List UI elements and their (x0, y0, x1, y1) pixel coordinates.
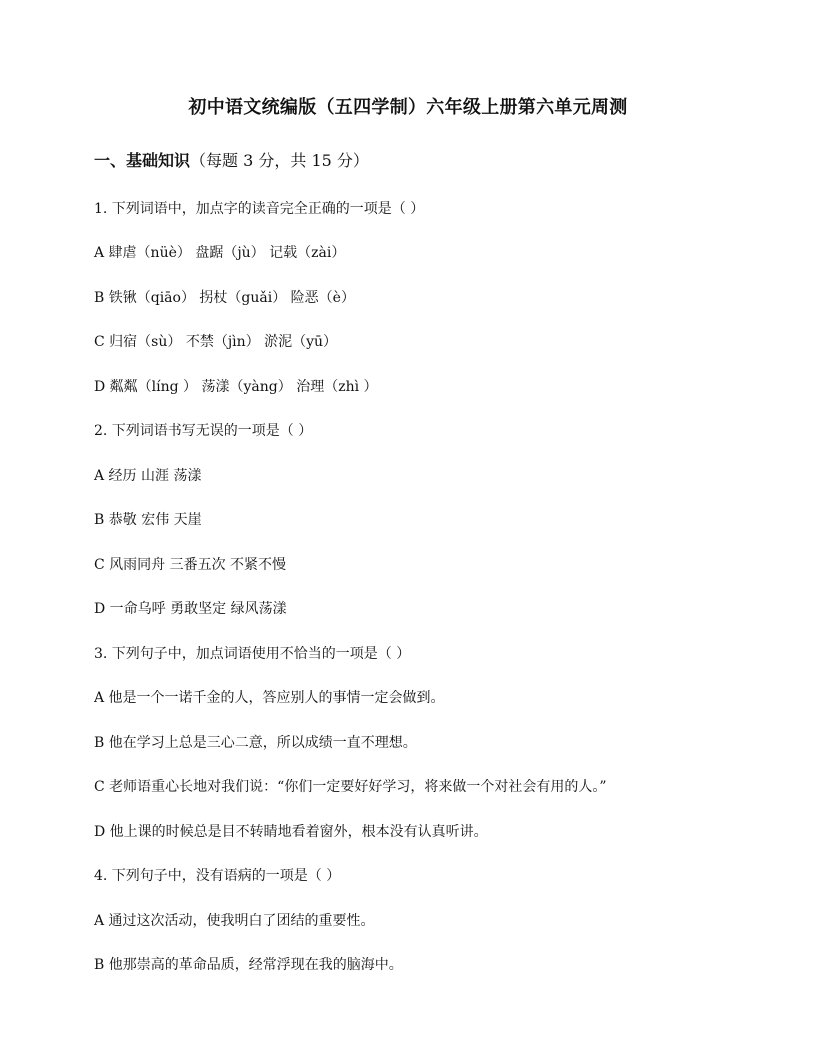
section-heading-note: （每题 3 分，共 15 分） (190, 151, 369, 170)
question-4-option-a: A 通过这次活动，使我明白了团结的重要性。 (94, 913, 375, 929)
question-1-option-d: D 粼粼（líng ） 荡漾（yàng） 治理（zhì ） (94, 379, 378, 395)
question-2: 2. 下列词语书写无误的一项是（ ） (94, 423, 313, 439)
question-2-option-a: A 经历 山涯 荡漾 (94, 468, 202, 484)
question-1: 1. 下列词语中，加点字的读音完全正确的一项是（ ） (94, 201, 425, 217)
question-2-option-c: C 风雨同舟 三番五次 不紧不慢 (94, 557, 287, 573)
question-4-option-b: B 他那崇高的革命品质，经常浮现在我的脑海中。 (94, 957, 403, 973)
question-1-option-c: C 归宿（sù） 不禁（jìn） 淤泥（yū） (94, 334, 338, 350)
question-1-option-b: B 铁锹（qiāo） 拐杖（guǎi） 险恶（è） (94, 290, 355, 306)
question-3-option-b: B 他在学习上总是三心二意，所以成绩一直不理想。 (94, 735, 417, 751)
section-heading (94, 150, 369, 172)
question-1-option-a: A 肆虐（nüè） 盘踞（jù） 记载（zài） (94, 245, 346, 261)
question-3-option-c: C 老师语重心长地对我们说：“你们一定要好好学习，将来做一个对社会有用的人。” (94, 779, 607, 795)
document-title: 初中语文统编版（五四学制）六年级上册第六单元周测 (188, 97, 628, 118)
question-3: 3. 下列句子中，加点词语使用不恰当的一项是（ ） (94, 646, 411, 662)
section-heading-main: 一、基础知识 (94, 151, 191, 170)
question-2-option-b: B 恭敬 宏伟 天崖 (94, 512, 202, 528)
question-2-option-d: D 一命乌呼 勇敢坚定 绿风荡漾 (94, 601, 287, 617)
question-3-option-d: D 他上课的时候总是目不转睛地看着窗外，根本没有认真听讲。 (94, 824, 488, 840)
question-3-option-a: A 他是一个一诺千金的人，答应别人的事情一定会做到。 (94, 690, 445, 706)
question-4: 4. 下列句子中，没有语病的一项是（ ） (94, 868, 341, 884)
